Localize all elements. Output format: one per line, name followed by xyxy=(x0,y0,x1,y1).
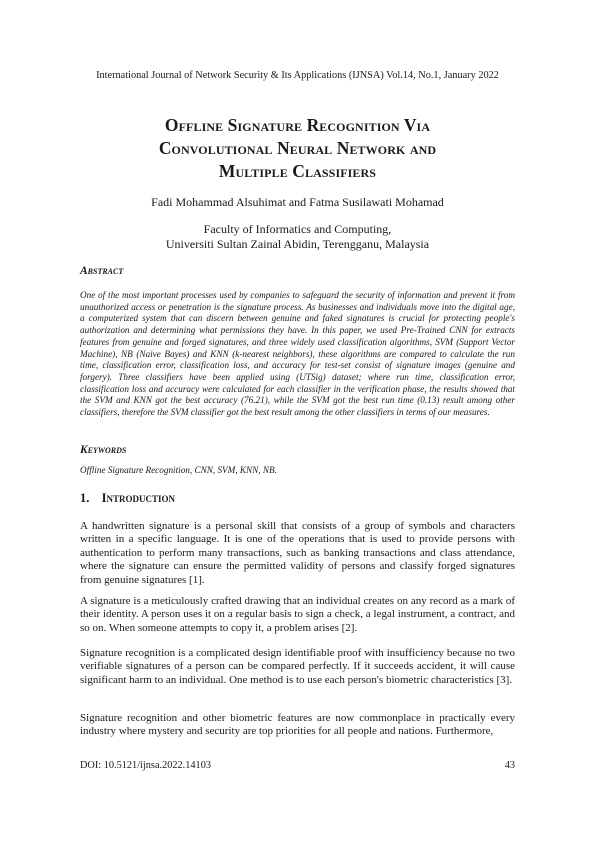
title-line: Convolutional Neural Network and xyxy=(158,138,437,158)
paper-title xyxy=(60,114,535,183)
keywords-heading: Keywords xyxy=(80,444,127,456)
title-line: Multiple Classifiers xyxy=(218,161,377,181)
section-heading-introduction xyxy=(80,491,175,506)
body-paragraph: A signature is a meticulously crafted drawing that an individual creates on any record as a mark of their identity. A person uses it on a regular basis to sign a check, a legal instrument, a contract, and so on. When someone attempts to copy it, a problem arises [2]. xyxy=(80,595,515,634)
title-line: Offline Signature Recognition Via xyxy=(164,115,431,135)
abstract-heading: Abstract xyxy=(80,265,124,277)
section-number: 1. xyxy=(80,491,90,505)
keywords-text: Offline Signature Recognition, CNN, SVM, KNN, NB. xyxy=(80,465,277,475)
section-title: Introduction xyxy=(101,491,175,505)
body-paragraph: Signature recognition and other biometric features are now commonplace in practically every industry where mystery and security are top priorities for all people and nations. Furthermore, xyxy=(80,712,515,738)
body-paragraph: A handwritten signature is a personal skill that consists of a group of symbols and characters written in a specific language. It is one of the operations that is used to provide persons with authentication to perform many transactions, such as banking transactions and class attendance, where the signature can ensure the permitted validity of persons and classify forged signatures from genuine signatures [1]. xyxy=(80,520,515,586)
doi-footer: DOI: 10.5121/ijnsa.2022.14103 xyxy=(80,760,211,771)
abstract-text: One of the most important processes used by companies to safeguard the security of information and prevent it from unauthorized access or penetration is the signature process. As businesses and individuals move into the digital age, a computerized system that can discern between genuine and faked signatures is crucial for protecting people's authorization and determining what permissions they have. In this paper, we used Pre-Trained CNN for extracts features from genuine and forged signatures, and three widely used classification algorithms, SVM (Support Vector Machine), NB (Naive Bayes) and KNN (k-nearest neighbors), these algorithms are compared to calculate the run time, classification error, classification loss, and accuracy for test-set consist of signature images (genuine and forgery). Three classifiers have been applied using (UTSig) dataset; where run time, classification error, classification loss and accuracy were calculated for each classifier in the verification phase, the results showed that the SVM and KNN got the best accuracy (76.21), while the SVM got the best run time (0.13) result among other classifiers, therefore the SVM classifier got the best result among the other classifiers in terms of our measures. xyxy=(80,290,515,418)
affiliation-line: Faculty of Informatics and Computing, xyxy=(203,222,392,236)
affiliation xyxy=(0,222,595,252)
page-number: 43 xyxy=(504,760,515,771)
running-header: International Journal of Network Security & Its Applications (IJNSA) Vol.14, No.1, January 2022 xyxy=(96,70,499,81)
author-list: Fadi Mohammad Alsuhimat and Fatma Susilawati Mohamad xyxy=(151,195,444,209)
body-paragraph: Signature recognition is a complicated design identifiable proof with insufficiency because no two verifiable signatures of a person can be compared perfectly. If it succeeds accident, it will cause significant harm to an individual. One method is to use each person's biometric characteristics [3]. xyxy=(80,647,515,686)
affiliation-line: Universiti Sultan Zainal Abidin, Terengganu, Malaysia xyxy=(165,237,430,251)
